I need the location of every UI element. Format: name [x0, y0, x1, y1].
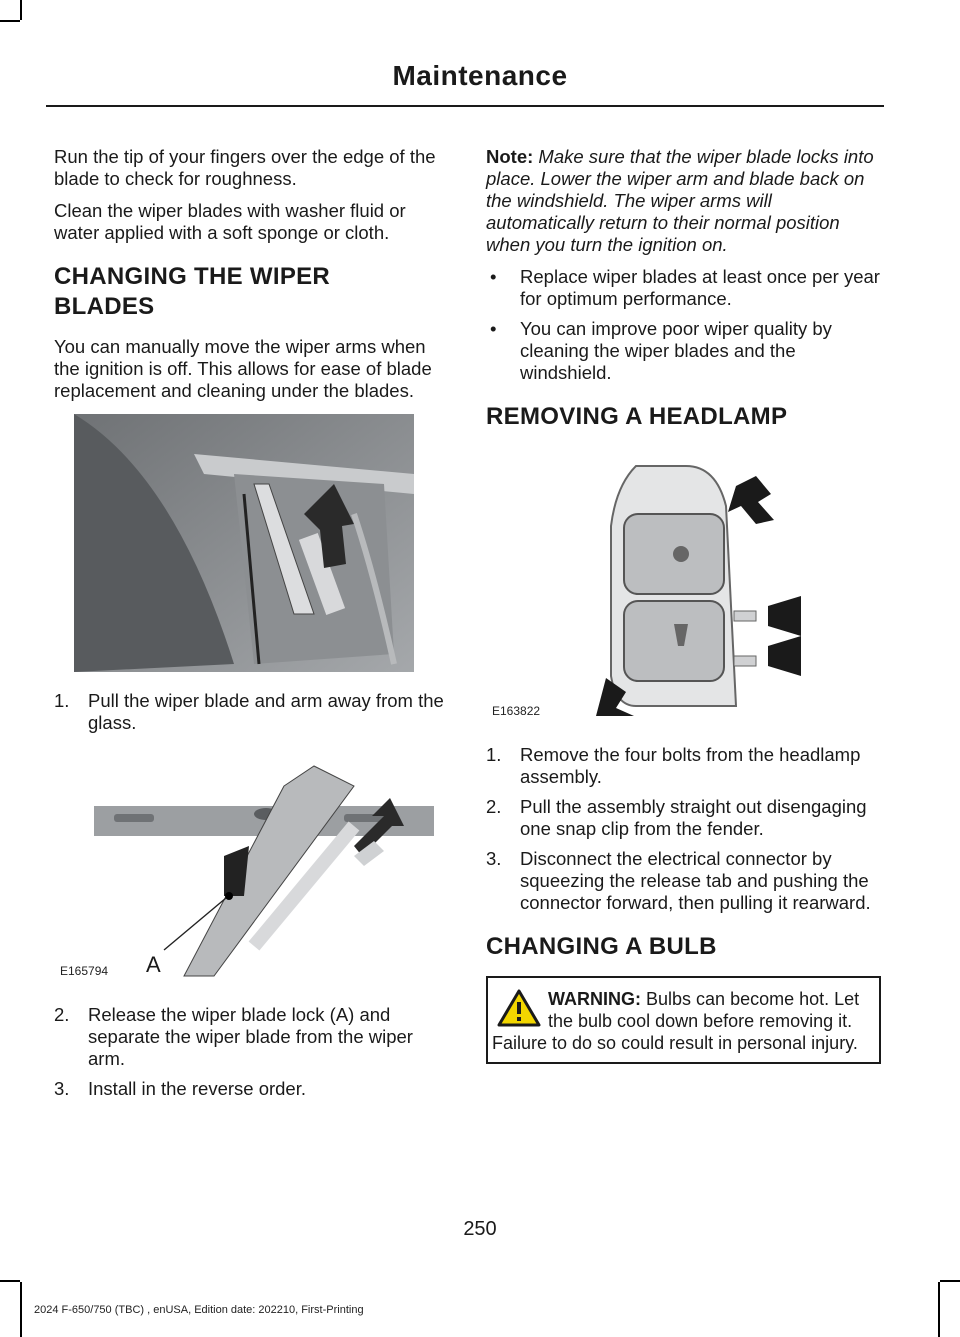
- figure-code: E165794: [60, 964, 109, 978]
- step-text: Pull the assembly straight out disengaging one snap clip from the fender.: [520, 796, 867, 839]
- headlamp-illustration: [486, 446, 866, 726]
- left-column: [54, 146, 449, 1112]
- crop-mark-bottom-right: [940, 1280, 960, 1282]
- right-column: [486, 146, 881, 1064]
- figure-headlamp: [486, 446, 866, 726]
- step-pull-assembly: [486, 796, 881, 840]
- heading-changing-wiper-blades: [54, 262, 449, 322]
- note-paragraph: [486, 146, 881, 256]
- bullet-icon: •: [490, 266, 497, 287]
- warning-triangle-icon: [496, 988, 542, 1028]
- step-release-lock: [54, 1004, 449, 1070]
- step-text: Release the wiper blade lock (A) and separate the wiper blade from the wiper arm.: [88, 1004, 413, 1069]
- heading-changing-bulb: CHANGING A BULB: [486, 933, 717, 960]
- crop-mark-bottom-right-v: [938, 1282, 940, 1337]
- step-disconnect-connector: [486, 848, 881, 914]
- steps-headlamp: [486, 744, 881, 914]
- bullet-icon: •: [490, 318, 497, 339]
- wiper-lock-illustration: [54, 746, 434, 986]
- step-text: Install in the reverse order.: [88, 1078, 306, 1099]
- bullet-item-improve: [486, 318, 881, 384]
- paragraph-clean-blades: Clean the wiper blades with washer fluid or water applied with a soft sponge or cloth.: [54, 200, 406, 243]
- warning-text: Bulbs can become hot. Let the bulb cool down before removing it. Failure to do so could result in personal injury.: [492, 989, 860, 1053]
- paragraph-check-roughness: Run the tip of your fingers over the edge of the blade to check for roughness.: [54, 146, 436, 189]
- step-text: Pull the wiper blade and arm away from the glass.: [88, 690, 444, 733]
- bullet-text: Replace wiper blades at least once per year for optimum performance.: [520, 266, 880, 309]
- step-number: 3.: [54, 1078, 70, 1099]
- page-title: Maintenance: [392, 60, 568, 91]
- page-number: 250: [463, 1218, 497, 1240]
- heading-removing-headlamp: REMOVING A HEADLAMP: [486, 403, 788, 430]
- step-number: 3.: [486, 848, 502, 869]
- note-label: Note:: [486, 146, 534, 167]
- bullet-item-replace: [486, 266, 881, 310]
- bullet-text: You can improve poor wiper quality by cleaning the wiper blades and the windshield.: [520, 318, 832, 383]
- crop-mark-bottom-left-v: [20, 1282, 22, 1337]
- heading-line-1: CHANGING THE WIPER: [54, 263, 331, 290]
- step-number: 1.: [486, 744, 502, 765]
- warning-box: [486, 976, 881, 1064]
- note-text: Make sure that the wiper blade locks into place. Lower the wiper arm and blade back on the windshield. The wiper arms will automatically return to their normal position when you turn the ignition on.: [486, 146, 874, 255]
- figure-code: E163822: [492, 704, 541, 718]
- edition-footer: 2024 F-650/750 (TBC) , enUSA, Edition date: 202210, First-Printing: [34, 1304, 364, 1316]
- step-pull-wiper: [54, 690, 449, 734]
- bullet-list: [486, 266, 881, 384]
- crop-mark-top-left: [20, 0, 22, 20]
- figure-wiper-blade-lock: [54, 746, 434, 986]
- step-number: 2.: [486, 796, 502, 817]
- paragraph-manual-move: You can manually move the wiper arms when the ignition is off. This allows for ease of blade replacement and cleaning under the blades.: [54, 336, 432, 401]
- crop-mark-bottom-left: [0, 1280, 20, 1282]
- step-install-reverse: [54, 1078, 449, 1100]
- header-divider: [46, 105, 884, 107]
- wiper-arm-illustration: [54, 414, 414, 672]
- steps-wiper-1: [54, 690, 449, 734]
- step-remove-bolts: [486, 744, 881, 788]
- step-text: Disconnect the electrical connector by squeezing the release tab and pushing the connector forward, then pulling it rearward.: [520, 848, 871, 913]
- step-text: Remove the four bolts from the headlamp assembly.: [520, 744, 861, 787]
- step-number: 1.: [54, 690, 70, 711]
- steps-wiper-2: [54, 1004, 449, 1100]
- heading-line-2: BLADES: [54, 293, 155, 320]
- warning-label: WARNING:: [548, 989, 641, 1009]
- step-number: 2.: [54, 1004, 70, 1025]
- label-a: A: [146, 952, 161, 977]
- figure-wiper-arm-lift: [54, 414, 434, 672]
- crop-mark-top-left-h: [0, 20, 20, 22]
